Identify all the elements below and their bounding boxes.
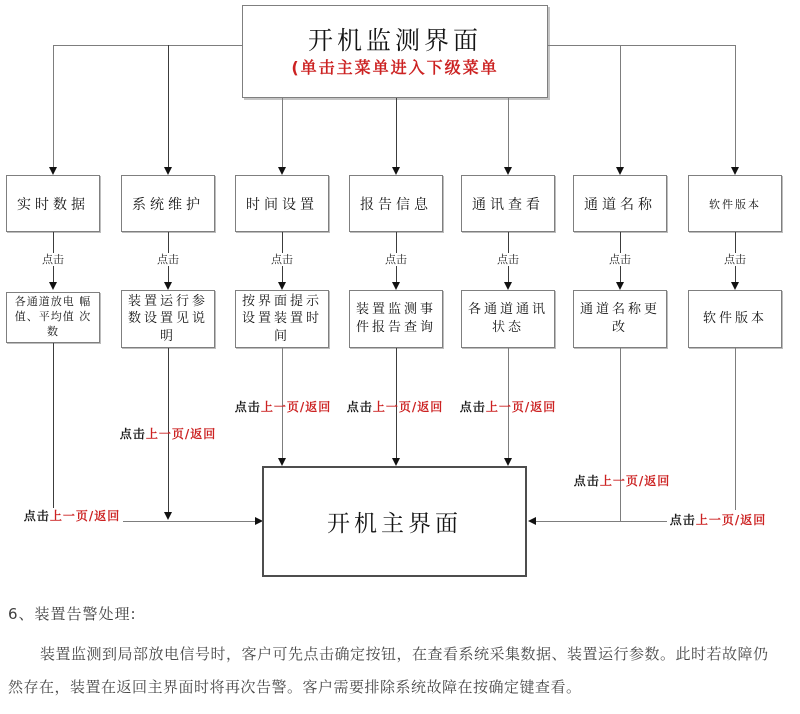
arrowhead-down — [504, 458, 512, 466]
arrowhead-left — [528, 517, 536, 525]
arrowhead-down — [616, 167, 624, 175]
back-label-return: 上一页/返回 — [695, 513, 767, 527]
back-label-return: 上一页/返回 — [260, 400, 332, 414]
click-label: 点击 — [497, 253, 519, 266]
menu-label: 时间设置 — [246, 196, 318, 213]
connector-line — [508, 98, 509, 168]
connector-line — [53, 45, 54, 168]
arrowhead-down — [164, 282, 172, 290]
connector-line — [735, 45, 736, 168]
menu-box-time-setting — [235, 175, 329, 232]
menu-box-software-version — [688, 175, 782, 232]
detail-box-software-version — [688, 290, 782, 348]
detail-text: 装置运行参数设置见说明 — [127, 293, 208, 344]
connector-line — [282, 98, 283, 168]
menu-label: 通道名称 — [584, 196, 656, 213]
subtitle-note: (单击主菜单进入下级菜单 — [291, 57, 499, 77]
menu-box-realtime-data — [6, 175, 100, 232]
click-label: 点击 — [271, 253, 293, 266]
click-label: 点击 — [724, 253, 746, 266]
detail-text: 各通道放电 幅值、平均值 次数 — [14, 295, 92, 338]
connector-line — [168, 45, 169, 168]
detail-text: 按界面提示设置装置时间 — [241, 293, 322, 344]
back-label — [574, 474, 670, 488]
arrowhead-down — [731, 282, 739, 290]
connector-line — [53, 343, 54, 508]
click-label: 点击 — [609, 253, 631, 266]
back-label-return: 上一页/返回 — [145, 427, 217, 441]
back-label-click: 点击 — [669, 513, 696, 527]
connector-line — [396, 98, 397, 168]
menu-label: 报告信息 — [360, 196, 432, 213]
main-interface-title: 开机主界面 — [327, 511, 462, 537]
back-label-click: 点击 — [234, 400, 261, 414]
menu-label: 通讯查看 — [472, 196, 544, 213]
menu-label: 系统维护 — [132, 196, 204, 213]
back-label — [235, 400, 331, 414]
arrowhead-down — [504, 167, 512, 175]
detail-box-set-time — [235, 290, 329, 348]
click-label: 点击 — [385, 253, 407, 266]
detail-text: 各通道通讯状态 — [467, 302, 548, 335]
back-label-return: 上一页/返回 — [485, 400, 557, 414]
arrowhead-down — [731, 167, 739, 175]
arrowhead-down — [392, 282, 400, 290]
detail-box-comm-status — [461, 290, 555, 348]
page-title: 开机监测界面 — [307, 25, 482, 55]
back-label — [120, 427, 216, 441]
menu-box-comm-view — [461, 175, 555, 232]
connector-line — [123, 521, 255, 522]
arrowhead-down — [616, 282, 624, 290]
menu-box-system-maintenance — [121, 175, 215, 232]
back-label — [347, 400, 443, 414]
connector-line — [620, 348, 621, 521]
section-heading: 6、装置告警处理: — [8, 605, 137, 623]
note-line-1: 装置监测到局部放电信号时，客户可先点击确定按钮，在查看系统采集数据、装置运行参数。此时若故障仍 — [40, 645, 769, 663]
connector-line — [620, 45, 621, 168]
detail-box-run-params — [121, 290, 215, 348]
detail-text: 软件版本 — [702, 311, 767, 327]
back-label-return: 上一页/返回 — [372, 400, 444, 414]
arrowhead-down — [164, 167, 172, 175]
arrowhead-down — [164, 512, 172, 520]
back-label-click: 点击 — [573, 474, 600, 488]
menu-label: 实时数据 — [17, 196, 89, 213]
detail-box-rename-channel — [573, 290, 667, 348]
arrowhead-down — [49, 167, 57, 175]
click-label: 点击 — [42, 253, 64, 266]
detail-text: 装置监测事件报告查询 — [355, 302, 436, 335]
detail-box-event-report — [349, 290, 443, 348]
menu-label: 软件版本 — [709, 197, 761, 211]
back-label-return: 上一页/返回 — [599, 474, 671, 488]
back-label-return: 上一页/返回 — [49, 509, 121, 523]
arrowhead-down — [278, 282, 286, 290]
arrowhead-down — [392, 167, 400, 175]
arrowhead-down — [504, 282, 512, 290]
arrowhead-down — [49, 282, 57, 290]
menu-box-report-info — [349, 175, 443, 232]
back-label-click: 点击 — [459, 400, 486, 414]
detail-text: 通道名称更改 — [579, 302, 660, 335]
arrowhead-down — [392, 458, 400, 466]
startup-monitor-box — [242, 5, 548, 98]
back-label — [24, 509, 120, 523]
back-label-click: 点击 — [119, 427, 146, 441]
back-label-click: 点击 — [346, 400, 373, 414]
back-label — [460, 400, 556, 414]
note-line-2: 然存在，装置在返回主界面时将再次告警。客户需要排除系统故障在按确定键查看。 — [8, 678, 582, 696]
arrowhead-down — [278, 167, 286, 175]
arrowhead-down — [278, 458, 286, 466]
connector-line — [535, 521, 667, 522]
menu-box-channel-name — [573, 175, 667, 232]
main-interface-box — [262, 466, 527, 577]
detail-box-discharge-data — [6, 292, 100, 343]
connector-line — [735, 348, 736, 510]
connector-line — [53, 45, 243, 46]
connector-line — [547, 45, 736, 46]
click-label: 点击 — [157, 253, 179, 266]
back-label-click: 点击 — [23, 509, 50, 523]
back-label — [670, 513, 766, 527]
